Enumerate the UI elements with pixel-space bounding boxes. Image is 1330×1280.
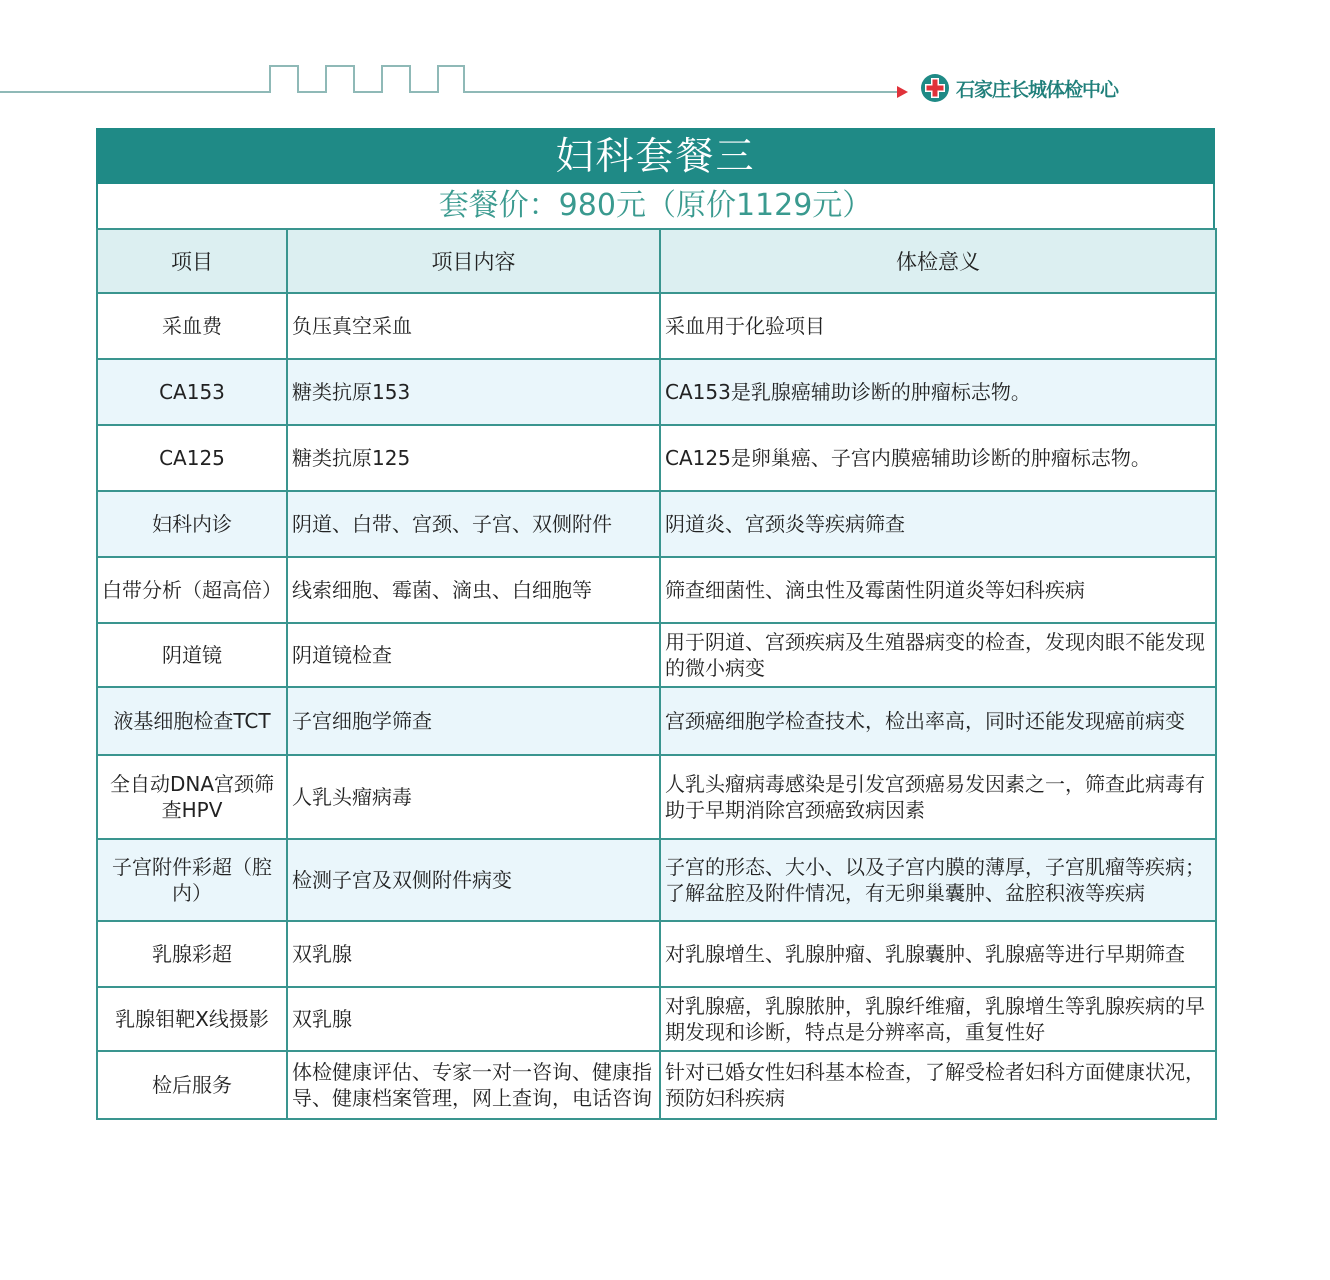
table-row <box>97 1051 1216 1119</box>
table-row <box>97 755 1216 839</box>
row-item: CA153 <box>97 359 287 425</box>
row-content: 双乳腺 <box>287 987 660 1051</box>
package-card <box>96 128 1215 1120</box>
table-row <box>97 359 1216 425</box>
row-content: 阴道、白带、宫颈、子宫、双侧附件 <box>287 491 660 557</box>
row-meaning: 筛查细菌性、滴虫性及霉菌性阴道炎等妇科疾病 <box>660 557 1216 623</box>
row-meaning: 人乳头瘤病毒感染是引发宫颈癌易发因素之一，筛查此病毒有助于早期消除宫颈癌致病因素 <box>660 755 1216 839</box>
header-meaning: 体检意义 <box>660 229 1216 293</box>
row-item: 妇科内诊 <box>97 491 287 557</box>
row-meaning: 采血用于化验项目 <box>660 293 1216 359</box>
row-meaning: 对乳腺增生、乳腺肿瘤、乳腺囊肿、乳腺癌等进行早期筛查 <box>660 921 1216 987</box>
row-item: 白带分析（超高倍） <box>97 557 287 623</box>
row-content: 阴道镜检查 <box>287 623 660 687</box>
row-content: 糖类抗原125 <box>287 425 660 491</box>
table-row <box>97 987 1216 1051</box>
row-item: CA125 <box>97 425 287 491</box>
package-price: 套餐价：980元（原价1129元） <box>96 184 1215 228</box>
row-content: 糖类抗原153 <box>287 359 660 425</box>
brand-name: 石家庄长城体检中心 <box>956 78 1119 101</box>
table-row <box>97 839 1216 921</box>
row-content: 负压真空采血 <box>287 293 660 359</box>
table-row <box>97 557 1216 623</box>
row-meaning: 阴道炎、宫颈炎等疾病筛查 <box>660 491 1216 557</box>
package-title: 妇科套餐三 <box>96 128 1215 184</box>
row-item: 子宫附件彩超（腔内） <box>97 839 287 921</box>
row-item: 阴道镜 <box>97 623 287 687</box>
row-meaning: 宫颈癌细胞学检查技术，检出率高，同时还能发现癌前病变 <box>660 687 1216 755</box>
row-meaning: CA153是乳腺癌辅助诊断的肿瘤标志物。 <box>660 359 1216 425</box>
row-item: 全自动DNA宫颈筛查HPV <box>97 755 287 839</box>
row-content: 检测子宫及双侧附件病变 <box>287 839 660 921</box>
row-content: 子宫细胞学筛查 <box>287 687 660 755</box>
row-item: 液基细胞检查TCT <box>97 687 287 755</box>
header-content: 项目内容 <box>287 229 660 293</box>
table-row <box>97 687 1216 755</box>
table-row <box>97 623 1216 687</box>
medical-cross-icon <box>920 73 950 103</box>
row-meaning: 针对已婚女性妇科基本检查，了解受检者妇科方面健康状况，预防妇科疾病 <box>660 1051 1216 1119</box>
table-row <box>97 491 1216 557</box>
row-content: 双乳腺 <box>287 921 660 987</box>
table-row <box>97 425 1216 491</box>
row-meaning: 子宫的形态、大小、以及子宫内膜的薄厚，子宫肌瘤等疾病；了解盆腔及附件情况，有无卵巢囊肿、盆腔积液等疾病 <box>660 839 1216 921</box>
row-item: 乳腺钼靶X线摄影 <box>97 987 287 1051</box>
row-item: 乳腺彩超 <box>97 921 287 987</box>
table-row <box>97 921 1216 987</box>
row-content: 线索细胞、霉菌、滴虫、白细胞等 <box>287 557 660 623</box>
package-table <box>96 228 1217 1120</box>
table-row <box>97 293 1216 359</box>
row-item: 采血费 <box>97 293 287 359</box>
row-content: 人乳头瘤病毒 <box>287 755 660 839</box>
header-decoration <box>0 0 1330 120</box>
row-item: 检后服务 <box>97 1051 287 1119</box>
header-item: 项目 <box>97 229 287 293</box>
row-meaning: CA125是卵巢癌、子宫内膜癌辅助诊断的肿瘤标志物。 <box>660 425 1216 491</box>
row-meaning: 对乳腺癌，乳腺脓肿，乳腺纤维瘤，乳腺增生等乳腺疾病的早期发现和诊断，特点是分辨率高，重复性好 <box>660 987 1216 1051</box>
table-header-row <box>97 229 1216 293</box>
row-content: 体检健康评估、专家一对一咨询、健康指导、健康档案管理，网上查询，电话咨询 <box>287 1051 660 1119</box>
brand-logo <box>920 73 1118 103</box>
row-meaning: 用于阴道、宫颈疾病及生殖器病变的检查，发现肉眼不能发现的微小病变 <box>660 623 1216 687</box>
